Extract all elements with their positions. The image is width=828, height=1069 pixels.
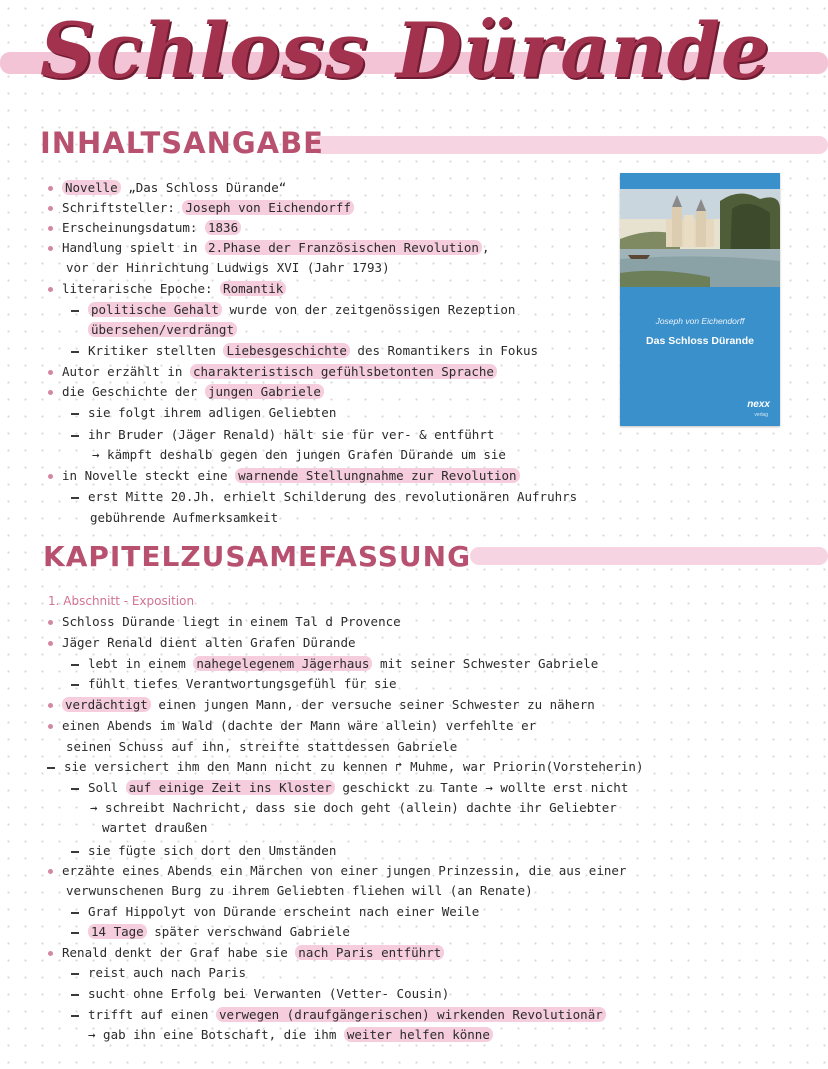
note-text: wurde von der zeitgenössigen Rezeption bbox=[221, 302, 516, 317]
note-line bbox=[88, 674, 397, 694]
dash-marker bbox=[71, 310, 79, 312]
note-text: sucht ohne Erfolg bei Verwanten (Vetter- Cousin) bbox=[88, 986, 450, 1001]
note-text: literarische Epoche: bbox=[62, 281, 221, 296]
publisher-sub: verlag bbox=[754, 412, 768, 418]
note-text: seinen Schuss auf ihn, streifte stattdessen Gabriele bbox=[66, 739, 458, 754]
note-line bbox=[102, 818, 207, 838]
note-text: Schloss Dürande liegt in einem Tal d Provence bbox=[62, 614, 401, 629]
bullet-marker bbox=[48, 287, 53, 292]
dash-marker bbox=[71, 351, 79, 353]
note-line bbox=[62, 238, 489, 258]
note-line bbox=[88, 487, 577, 507]
note-text: geschickt zu Tante → wollte erst nicht bbox=[334, 780, 629, 795]
note-line bbox=[62, 279, 286, 299]
highlighted-text: verwegen (draufgängerischen) wirkenden Revolutionär bbox=[216, 1007, 606, 1022]
note-text: mit seiner Schwester Gabriele bbox=[372, 656, 599, 671]
note-text: Kritiker stellten bbox=[88, 343, 224, 358]
bullet-marker bbox=[48, 641, 53, 646]
highlighted-text: jungen Gabriele bbox=[205, 384, 324, 399]
highlighted-text: 1836 bbox=[205, 220, 241, 235]
note-text: Schriftsteller: bbox=[62, 200, 183, 215]
bullet-marker bbox=[48, 206, 53, 211]
note-line bbox=[62, 198, 354, 218]
highlighted-text: 14 Tage bbox=[88, 924, 147, 939]
bullet-marker bbox=[48, 226, 53, 231]
highlighted-text: politische Gehalt bbox=[88, 302, 222, 317]
note-line bbox=[88, 984, 449, 1004]
note-line bbox=[88, 425, 494, 445]
highlighted-text: nahegelegenem Jägerhaus bbox=[193, 656, 372, 671]
note-line bbox=[88, 320, 237, 340]
note-line bbox=[88, 922, 350, 942]
note-text: erzähte eines Abends ein Märchen von einer jungen Prinzessin, die aus einer bbox=[62, 863, 627, 878]
bullet-marker bbox=[48, 869, 53, 874]
dash-marker bbox=[71, 788, 79, 790]
note-text: Renald denkt der Graf habe sie bbox=[62, 945, 296, 960]
bullet-marker bbox=[48, 474, 53, 479]
book-title: Das Schloss Dürande bbox=[646, 335, 754, 347]
highlighted-text: Romantik bbox=[220, 281, 286, 296]
bullet-marker bbox=[48, 703, 53, 708]
section-heading-kapitelzusammenfassung: KAPITELZUSAMEFASSUNG bbox=[43, 540, 472, 573]
note-line bbox=[88, 963, 246, 983]
dash-marker bbox=[47, 767, 55, 769]
note-line bbox=[92, 445, 506, 465]
note-line bbox=[62, 695, 595, 715]
note-text: wartet draußen bbox=[102, 820, 208, 835]
note-line bbox=[88, 1025, 493, 1045]
note-line bbox=[62, 382, 324, 402]
dash-marker bbox=[71, 994, 79, 996]
bullet-marker bbox=[48, 186, 53, 191]
note-line bbox=[88, 1005, 606, 1025]
note-line bbox=[88, 403, 336, 423]
highlighted-text: nach Paris entführt bbox=[295, 945, 444, 960]
note-line bbox=[66, 258, 390, 278]
note-text: die Geschichte der bbox=[62, 384, 205, 399]
note-text: lebt in einem bbox=[88, 656, 194, 671]
highlighted-text: 2.Phase der Französischen Revolution bbox=[205, 240, 482, 255]
dash-marker bbox=[71, 664, 79, 666]
book-author: Joseph von Eichendorff bbox=[655, 316, 745, 326]
note-line bbox=[66, 737, 457, 757]
castle-painting bbox=[620, 189, 780, 287]
dash-marker bbox=[71, 1015, 79, 1017]
dash-marker bbox=[71, 932, 79, 934]
highlighted-text: Novelle bbox=[62, 180, 121, 195]
note-line bbox=[88, 841, 336, 861]
dash-marker bbox=[71, 973, 79, 975]
note-text: sie versichert ihm den Mann nicht zu kennen ↱ Muhme, war Priorin(Vorsteherin) bbox=[64, 759, 644, 774]
note-text: → kämpft deshalb gegen den jungen Grafen Dürande um sie bbox=[92, 447, 506, 462]
note-text: gebührende Aufmerksamkeit bbox=[90, 510, 279, 525]
note-line bbox=[62, 218, 241, 238]
dash-marker bbox=[71, 435, 79, 437]
highlighted-text: verdächtigt bbox=[62, 697, 151, 712]
note-text: Erscheinungsdatum: bbox=[62, 220, 205, 235]
note-text: des Romantikers in Fokus bbox=[349, 343, 539, 358]
note-line bbox=[62, 943, 444, 963]
highlighted-text: warnende Stellungnahme zur Revolution bbox=[235, 468, 519, 483]
book-cover bbox=[620, 173, 780, 426]
note-text: Soll bbox=[88, 780, 126, 795]
bullet-marker bbox=[48, 724, 53, 729]
dash-marker bbox=[71, 497, 79, 499]
note-line bbox=[90, 508, 278, 528]
note-line bbox=[90, 798, 617, 818]
note-text: „Das Schloss Dürande“ bbox=[120, 180, 287, 195]
note-text: Jäger Renald dient alten Grafen Dürande bbox=[62, 635, 356, 650]
note-text: → schreibt Nachricht, dass sie doch geht (allein) dachte ihr Geliebter bbox=[90, 800, 617, 815]
note-line bbox=[62, 466, 520, 486]
note-text: in Novelle steckt eine bbox=[62, 468, 236, 483]
note-text: später verschwand Gabriele bbox=[146, 924, 350, 939]
note-text: erst Mitte 20.Jh. erhielt Schilderung des revolutionären Aufruhrs bbox=[88, 489, 578, 504]
highlighted-text: auf einige Zeit ins Kloster bbox=[126, 780, 335, 795]
note-text: , bbox=[481, 240, 490, 255]
note-line bbox=[88, 341, 538, 361]
bullet-marker bbox=[48, 246, 53, 251]
chapter-subheading: 1. Abschnitt - Exposition bbox=[48, 594, 195, 608]
note-text: reist auch nach Paris bbox=[88, 965, 247, 980]
note-line bbox=[62, 362, 497, 382]
note-line bbox=[62, 633, 356, 653]
dash-marker bbox=[71, 912, 79, 914]
note-text: ihr Bruder (Jäger Renald) hält sie für ver- & entführt bbox=[88, 427, 495, 442]
highlighted-text: übersehen/verdrängt bbox=[88, 322, 237, 337]
dash-marker bbox=[71, 684, 79, 686]
section-band-kapitelzusammenfassung bbox=[470, 547, 828, 565]
note-text: sie fügte sich dort den Umständen bbox=[88, 843, 337, 858]
dash-marker bbox=[71, 851, 79, 853]
highlighted-text: weiter helfen könne bbox=[344, 1027, 493, 1042]
note-text: fühlt tiefes Verantwortungsgefühl für sie bbox=[88, 676, 397, 691]
bullet-marker bbox=[48, 390, 53, 395]
note-line bbox=[66, 881, 533, 901]
note-line bbox=[62, 612, 401, 632]
note-text: Handlung spielt in bbox=[62, 240, 205, 255]
highlighted-text: charakteristisch gefühlsbetonten Sprache bbox=[190, 364, 497, 379]
note-text: trifft auf einen bbox=[88, 1007, 216, 1022]
note-text: Graf Hippolyt von Dürande erscheint nach einer Weile bbox=[88, 904, 480, 919]
note-line bbox=[88, 654, 598, 674]
publisher-logo: nexx bbox=[747, 399, 770, 410]
note-line bbox=[62, 861, 626, 881]
note-text: Autor erzählt in bbox=[62, 364, 190, 379]
page-title: Schloss Dürande bbox=[40, 6, 771, 95]
highlighted-text: Joseph von Eichendorff bbox=[182, 200, 354, 215]
note-line bbox=[88, 778, 628, 798]
bullet-marker bbox=[48, 951, 53, 956]
section-heading-inhaltsangabe: INHALTSANGABE bbox=[40, 126, 324, 160]
bullet-marker bbox=[48, 370, 53, 375]
note-text: → gab ihn eine Botschaft, die ihm bbox=[88, 1027, 344, 1042]
note-line bbox=[62, 178, 286, 198]
note-text: sie folgt ihrem adligen Geliebten bbox=[88, 405, 337, 420]
note-line bbox=[88, 300, 515, 320]
note-text: vor der Hinrichtung Ludwigs XVI (Jahr 1793) bbox=[66, 260, 390, 275]
highlighted-text: Liebesgeschichte bbox=[223, 343, 349, 358]
note-text: einen Abends im Wald (dachte der Mann wäre allein) verfehlte er bbox=[62, 718, 537, 733]
note-line bbox=[62, 716, 536, 736]
bullet-marker bbox=[48, 620, 53, 625]
note-line bbox=[64, 757, 643, 777]
dash-marker bbox=[71, 413, 79, 415]
section-band-inhaltsangabe bbox=[312, 136, 828, 154]
note-text: einen jungen Mann, der versuche seiner Schwester zu nähern bbox=[150, 697, 595, 712]
note-line bbox=[88, 902, 479, 922]
note-text: verwunschenen Burg zu ihrem Geliebten fliehen will (an Renate) bbox=[66, 883, 533, 898]
